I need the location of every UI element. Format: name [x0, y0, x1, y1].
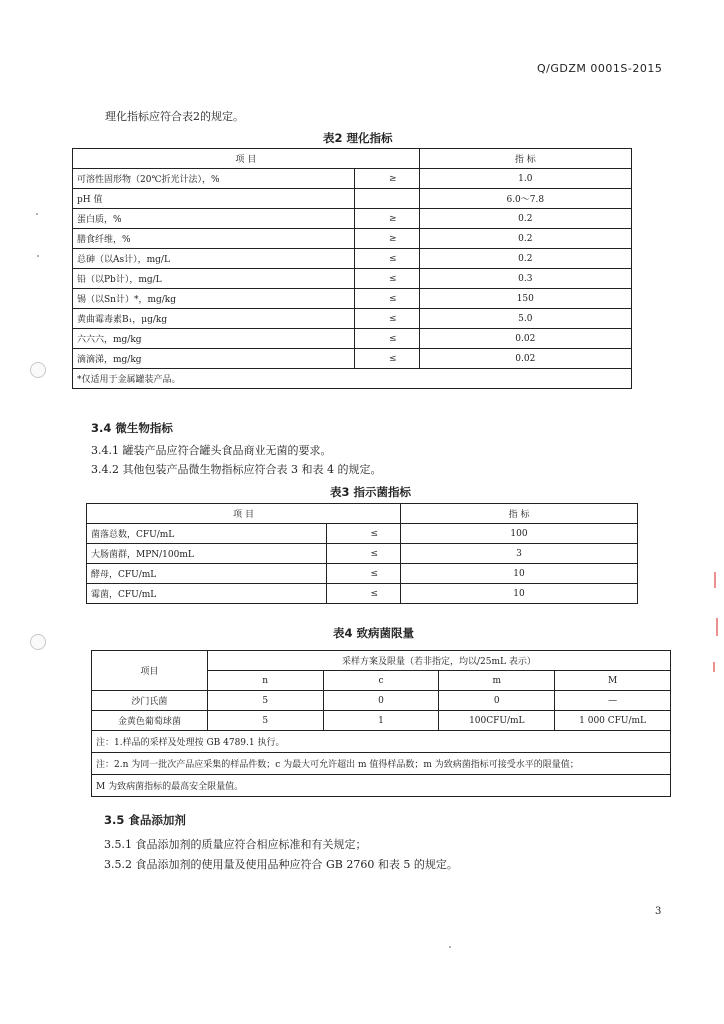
table2-value-cell: 1.0: [419, 169, 631, 189]
table2-header-row: [73, 149, 632, 169]
table2-item-cell: 滴滴涕，mg/kg: [73, 349, 355, 369]
table-row: [73, 329, 632, 349]
scan-speck: [449, 946, 451, 948]
table3-symbol-cell: ≤: [326, 524, 400, 544]
table2-caption: 表2 理化指标: [323, 131, 393, 145]
table-row: [92, 691, 671, 711]
table2-item-cell: 总砷（以As计），mg/L: [73, 249, 355, 269]
table2-footnote-row: [73, 369, 632, 389]
table4-item-cell: 沙门氏菌: [92, 691, 208, 711]
table2-col-index: 指 标: [419, 149, 631, 169]
scan-speck: [37, 255, 39, 257]
punch-hole-top: [30, 362, 46, 378]
table4-note-row: [92, 753, 671, 775]
table3-item-cell: 霉菌，CFU/mL: [87, 584, 327, 604]
table2-item-cell: 膳食纤维，%: [73, 229, 355, 249]
table-row: [73, 249, 632, 269]
table3-caption: 表3 指示菌指标: [330, 485, 412, 499]
table3-item-cell: 菌落总数，CFU/mL: [87, 524, 327, 544]
table-row: [87, 564, 638, 584]
table2-footnote: *仅适用于金属罐装产品。: [73, 369, 632, 389]
table3-value-cell: 100: [401, 524, 638, 544]
table-row: [73, 289, 632, 309]
table2-value-cell: 0.2: [419, 209, 631, 229]
table2-symbol-cell: ≤: [355, 329, 419, 349]
table-row: [73, 209, 632, 229]
table4-n-cell: 5: [207, 691, 323, 711]
table-row: [73, 309, 632, 329]
section-3-4-1: 3.4.1 罐装产品应符合罐头食品商业无菌的要求。: [91, 444, 332, 457]
table2-item-cell: 黄曲霉毒素B₁，μg/kg: [73, 309, 355, 329]
table4-m-cell: 100CFU/mL: [439, 711, 555, 731]
table4-n-cell: 5: [207, 711, 323, 731]
table4-plan-header: 采样方案及限量（若非指定，均以/25mL 表示）: [207, 651, 670, 671]
table2-value-cell: 0.02: [419, 329, 631, 349]
table4-item-cell: 金黄色葡萄球菌: [92, 711, 208, 731]
table4-caption: 表4 致病菌限量: [333, 626, 415, 640]
table2-value-cell: 0.2: [419, 229, 631, 249]
table4-note: 注：2.n 为同一批次产品应采集的样品件数；c 为最大可允许超出 m 值得样品数；m 为致病菌指标可接受水平的限量值；: [92, 753, 671, 775]
table2-item-cell: 六六六，mg/kg: [73, 329, 355, 349]
table4-col-m: m: [439, 671, 555, 691]
table2-symbol-cell: ≤: [355, 289, 419, 309]
table2-symbol-cell: ≥: [355, 229, 419, 249]
table4-col-item: 项目: [92, 651, 208, 691]
table3-col-item: 项 目: [87, 504, 401, 524]
table3-value-cell: 3: [401, 544, 638, 564]
table2-item-cell: 蛋白质，%: [73, 209, 355, 229]
red-scan-mark: [716, 618, 718, 636]
table3-item-cell: 酵母，CFU/mL: [87, 564, 327, 584]
table4-M-cell: 1 000 CFU/mL: [555, 711, 671, 731]
table4-col-n: n: [207, 671, 323, 691]
table3-symbol-cell: ≤: [326, 564, 400, 584]
table2-value-cell: 5.0: [419, 309, 631, 329]
table2-value-cell: 0.02: [419, 349, 631, 369]
table-row: [73, 349, 632, 369]
table2-symbol-cell: [355, 189, 419, 209]
table3-value-cell: 10: [401, 564, 638, 584]
table4-M-cell: —: [555, 691, 671, 711]
table4-note-row: [92, 731, 671, 753]
table2: [72, 148, 632, 389]
punch-hole-bottom: [30, 634, 46, 650]
table2-item-cell: 铅（以Pb计），mg/L: [73, 269, 355, 289]
standard-code: Q/GDZM 0001S-2015: [537, 62, 663, 75]
page-number: 3: [655, 906, 662, 917]
table-row: [92, 711, 671, 731]
table3-col-index: 指 标: [401, 504, 638, 524]
table-row: [87, 584, 638, 604]
section-3-5-1: 3.5.1 食品添加剂的质量应符合相应标准和有关规定；: [104, 838, 367, 851]
table4-c-cell: 0: [323, 691, 439, 711]
table-row: [73, 169, 632, 189]
table2-value-cell: 6.0～7.8: [419, 189, 631, 209]
table2-symbol-cell: ≤: [355, 349, 419, 369]
table2-col-item: 项 目: [73, 149, 420, 169]
table-row: [73, 189, 632, 209]
table3: [86, 503, 638, 604]
table4-col-c: c: [323, 671, 439, 691]
table4: [91, 650, 671, 797]
table2-symbol-cell: ≤: [355, 309, 419, 329]
red-scan-mark: [713, 662, 715, 672]
intro-text: 理化指标应符合表2的规定。: [105, 110, 244, 123]
table-row: [87, 524, 638, 544]
scan-speck: [36, 213, 38, 215]
table2-symbol-cell: ≥: [355, 169, 419, 189]
table2-value-cell: 150: [419, 289, 631, 309]
table-row: [87, 544, 638, 564]
table3-symbol-cell: ≤: [326, 544, 400, 564]
table3-item-cell: 大肠菌群，MPN/100mL: [87, 544, 327, 564]
table2-item-cell: pH 值: [73, 189, 355, 209]
table2-symbol-cell: ≤: [355, 249, 419, 269]
table3-symbol-cell: ≤: [326, 584, 400, 604]
section-3-4-2: 3.4.2 其他包装产品微生物指标应符合表 3 和表 4 的规定。: [91, 463, 382, 476]
table4-c-cell: 1: [323, 711, 439, 731]
table3-header-row: [87, 504, 638, 524]
table2-symbol-cell: ≤: [355, 269, 419, 289]
table3-value-cell: 10: [401, 584, 638, 604]
section-3-5-2: 3.5.2 食品添加剂的使用量及使用品种应符合 GB 2760 和表 5 的规定。: [104, 858, 458, 871]
table4-header-row-1: [92, 651, 671, 671]
table4-note: 注：1.样品的采样及处理按 GB 4789.1 执行。: [92, 731, 671, 753]
table-row: [73, 269, 632, 289]
table-row: [73, 229, 632, 249]
section-3-5-title: 3.5 食品添加剂: [104, 813, 186, 827]
section-3-4-title: 3.4 微生物指标: [91, 421, 173, 435]
table2-item-cell: 锡（以Sn计）*，mg/kg: [73, 289, 355, 309]
table4-col-M: M: [555, 671, 671, 691]
table2-value-cell: 0.2: [419, 249, 631, 269]
table4-note: M 为致病菌指标的最高安全限量值。: [92, 775, 671, 797]
table2-value-cell: 0.3: [419, 269, 631, 289]
red-scan-mark: [714, 572, 716, 588]
table2-symbol-cell: ≥: [355, 209, 419, 229]
table4-note-row: [92, 775, 671, 797]
table4-m-cell: 0: [439, 691, 555, 711]
table2-item-cell: 可溶性固形物（20℃折光计法），%: [73, 169, 355, 189]
